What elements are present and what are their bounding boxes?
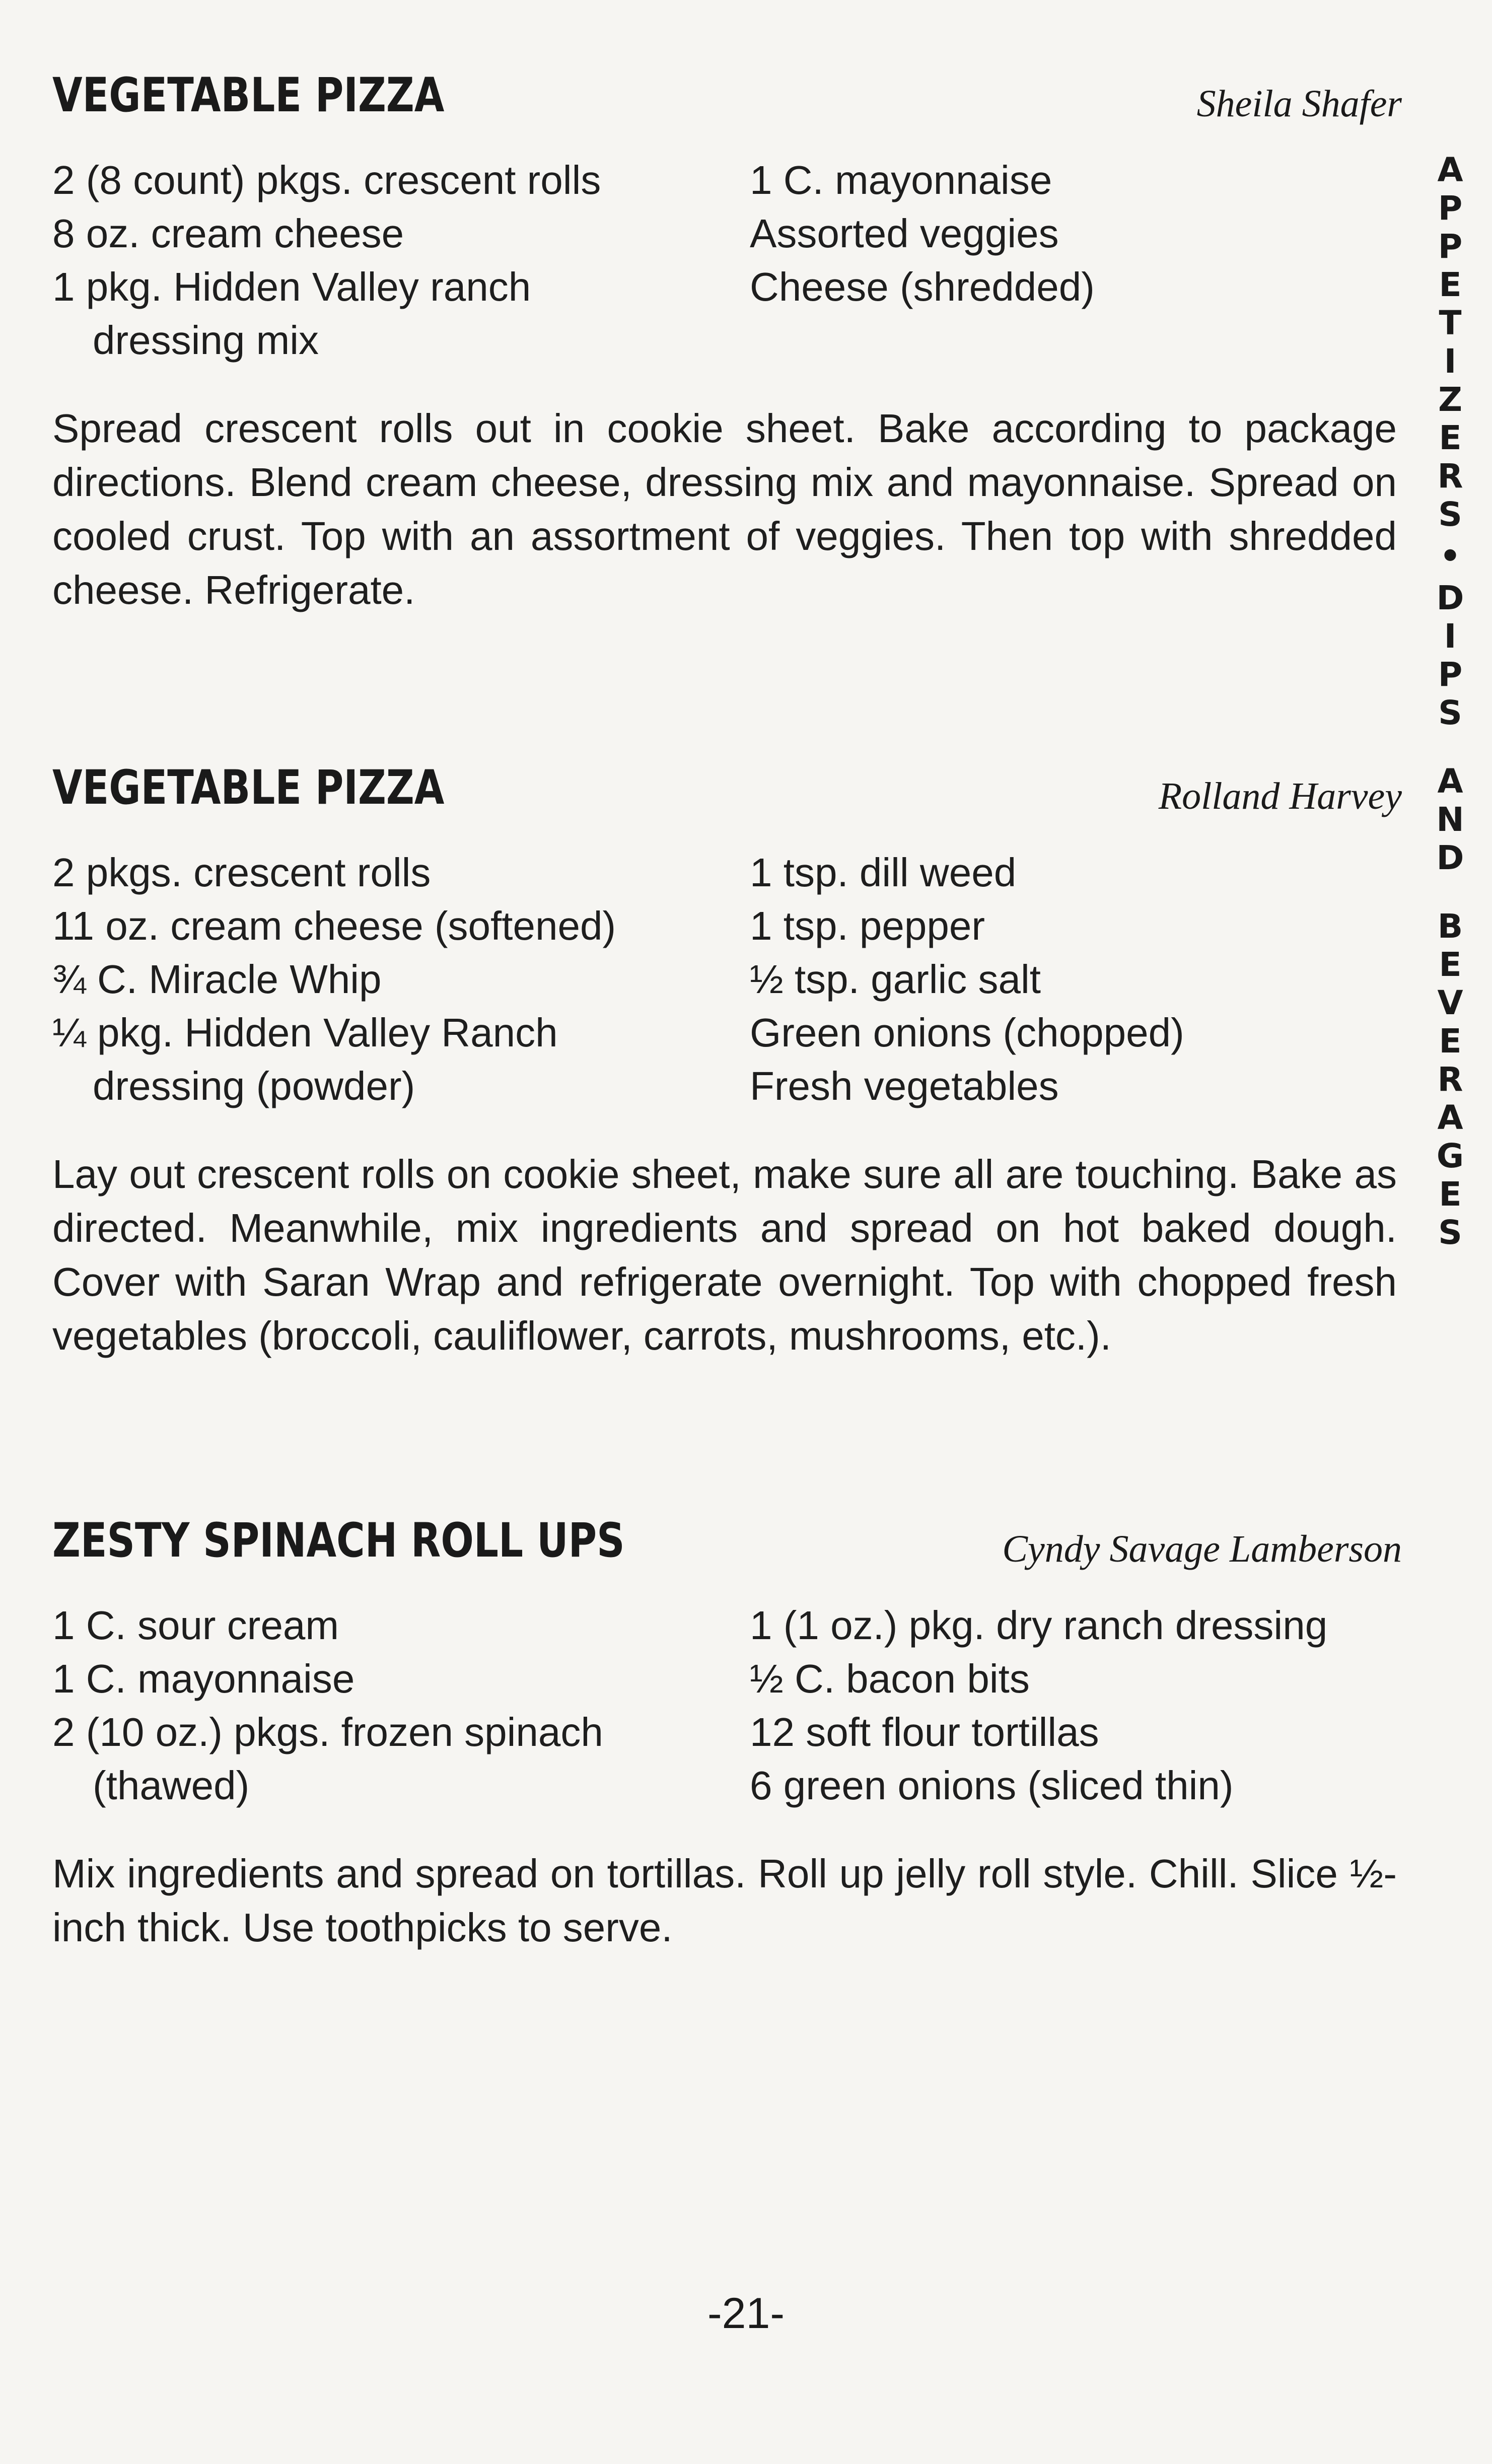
side-tab-letter: D [1436,838,1464,877]
side-tab-letter: I [1444,617,1457,656]
side-tab-letter: N [1436,800,1464,839]
ingredient: ¾ C. Miracle Whip [52,957,382,1002]
ingredient: 11 oz. cream cheese (softened) [52,903,616,948]
ingredient-list [52,1599,1402,1812]
recipe-author: Sheila Shafer [1196,83,1402,125]
ingredient: 1 (1 oz.) pkg. dry ranch dressing [750,1603,1328,1648]
side-tab-letter: I [1444,342,1457,381]
ingredient: Cheese (shredded) [750,264,1095,309]
ingredients-left-column [52,846,750,1113]
recipe-title: VEGETABLE PIZZA [52,760,445,815]
recipe-author: Cyndy Savage Lamberson [1002,1528,1402,1570]
recipe-instructions: Spread crescent rolls out in cookie sheet. Bake according to package directions. Blend cream cheese, dressing mix and mayonnaise. Spread on cooled crust. Top with an assortment of veggies. Then top with shredded cheese. Refrigerate. [52,406,1397,612]
ingredient: 2 pkgs. crescent rolls [52,850,431,895]
recipe-header [52,760,1402,826]
ingredient: 8 oz. cream cheese [52,211,404,256]
side-tab-letter: G [1436,1137,1464,1175]
recipe-title: ZESTY SPINACH ROLL UPS [52,1513,625,1568]
side-tab-letter: A [1437,1098,1463,1137]
ingredients-right-column [750,846,1402,1113]
ingredient: 6 green onions (sliced thin) [750,1763,1234,1808]
side-tab-letter: R [1437,457,1463,496]
recipe-instructions: Lay out crescent rolls on cookie sheet, make sure all are touching. Bake as directed. Meanwhile, mix ingredients and spread on hot baked dough. Cover with Saran Wrap and refrigerate overnight. Top with chopped fresh vegetables (broccoli, cauliflower, carrots, mushrooms, etc.). [52,1152,1397,1358]
side-tab-letter: S [1438,1213,1462,1252]
side-tab-letter: E [1439,265,1462,304]
side-tab-letter: D [1436,579,1464,617]
side-tab-letter: S [1438,495,1462,534]
ingredients-left-column [52,154,750,367]
ingredient: 2 (10 oz.) pkgs. frozen spinach (thawed) [52,1710,603,1808]
ingredient-list [52,154,1402,367]
ingredient: ½ C. bacon bits [750,1656,1030,1701]
side-tab-separator: • [1439,537,1461,576]
side-tab-letter: P [1438,227,1463,266]
ingredient: 1 C. mayonnaise [52,1656,355,1701]
side-tab-letter: T [1439,304,1462,342]
side-tab-letter: Z [1438,380,1462,419]
ingredients-right-column [750,154,1402,367]
ingredient-list [52,846,1402,1113]
side-tab-letter: S [1438,693,1462,732]
ingredient: 1 tsp. dill weed [750,850,1017,895]
ingredient: Fresh vegetables [750,1064,1059,1108]
ingredients-right-column [750,1599,1402,1812]
ingredient: 1 C. mayonnaise [750,158,1052,202]
recipe-header [52,1513,1402,1579]
recipe-vegetable-pizza-shafer [52,68,1402,657]
recipe-instructions: Mix ingredients and spread on tortillas. Roll up jelly roll style. Chill. Slice ½-inch thick. Use toothpicks to serve. [52,1851,1397,1950]
ingredient: 1 C. sour cream [52,1603,339,1648]
ingredient: 1 tsp. pepper [750,903,985,948]
side-tab-letter: P [1438,655,1463,694]
side-tab-letter: E [1439,1022,1462,1061]
ingredient: 1 pkg. Hidden Valley ranch dressing mix [52,264,531,363]
recipe-author: Rolland Harvey [1158,775,1402,817]
side-tab-letter: V [1437,983,1463,1022]
section-side-tab [1428,151,1473,1252]
side-tab-letter: B [1437,907,1463,946]
ingredient: 12 soft flour tortillas [750,1710,1099,1754]
side-tab-letter: R [1437,1060,1463,1099]
side-tab-letter: P [1438,189,1463,228]
recipe-zesty-spinach-roll-ups [52,1513,1402,1995]
ingredients-left-column [52,1599,750,1812]
side-tab-letter: E [1439,945,1462,984]
ingredient: 2 (8 count) pkgs. crescent rolls [52,158,601,202]
side-tab-letter: A [1437,762,1463,801]
ingredient: ½ tsp. garlic salt [750,957,1041,1002]
ingredient: ¼ pkg. Hidden Valley Ranch dressing (powder) [52,1010,558,1108]
recipe-title: VEGETABLE PIZZA [52,68,445,123]
ingredient: Green onions (chopped) [750,1010,1184,1055]
side-tab-letter: E [1439,418,1462,457]
ingredient: Assorted veggies [750,211,1059,256]
side-tab-letter: E [1439,1175,1462,1214]
recipe-header [52,68,1402,133]
page-number: -21- [707,2289,785,2338]
side-tab-letter: A [1437,151,1463,189]
recipe-vegetable-pizza-harvey [52,760,1402,1403]
